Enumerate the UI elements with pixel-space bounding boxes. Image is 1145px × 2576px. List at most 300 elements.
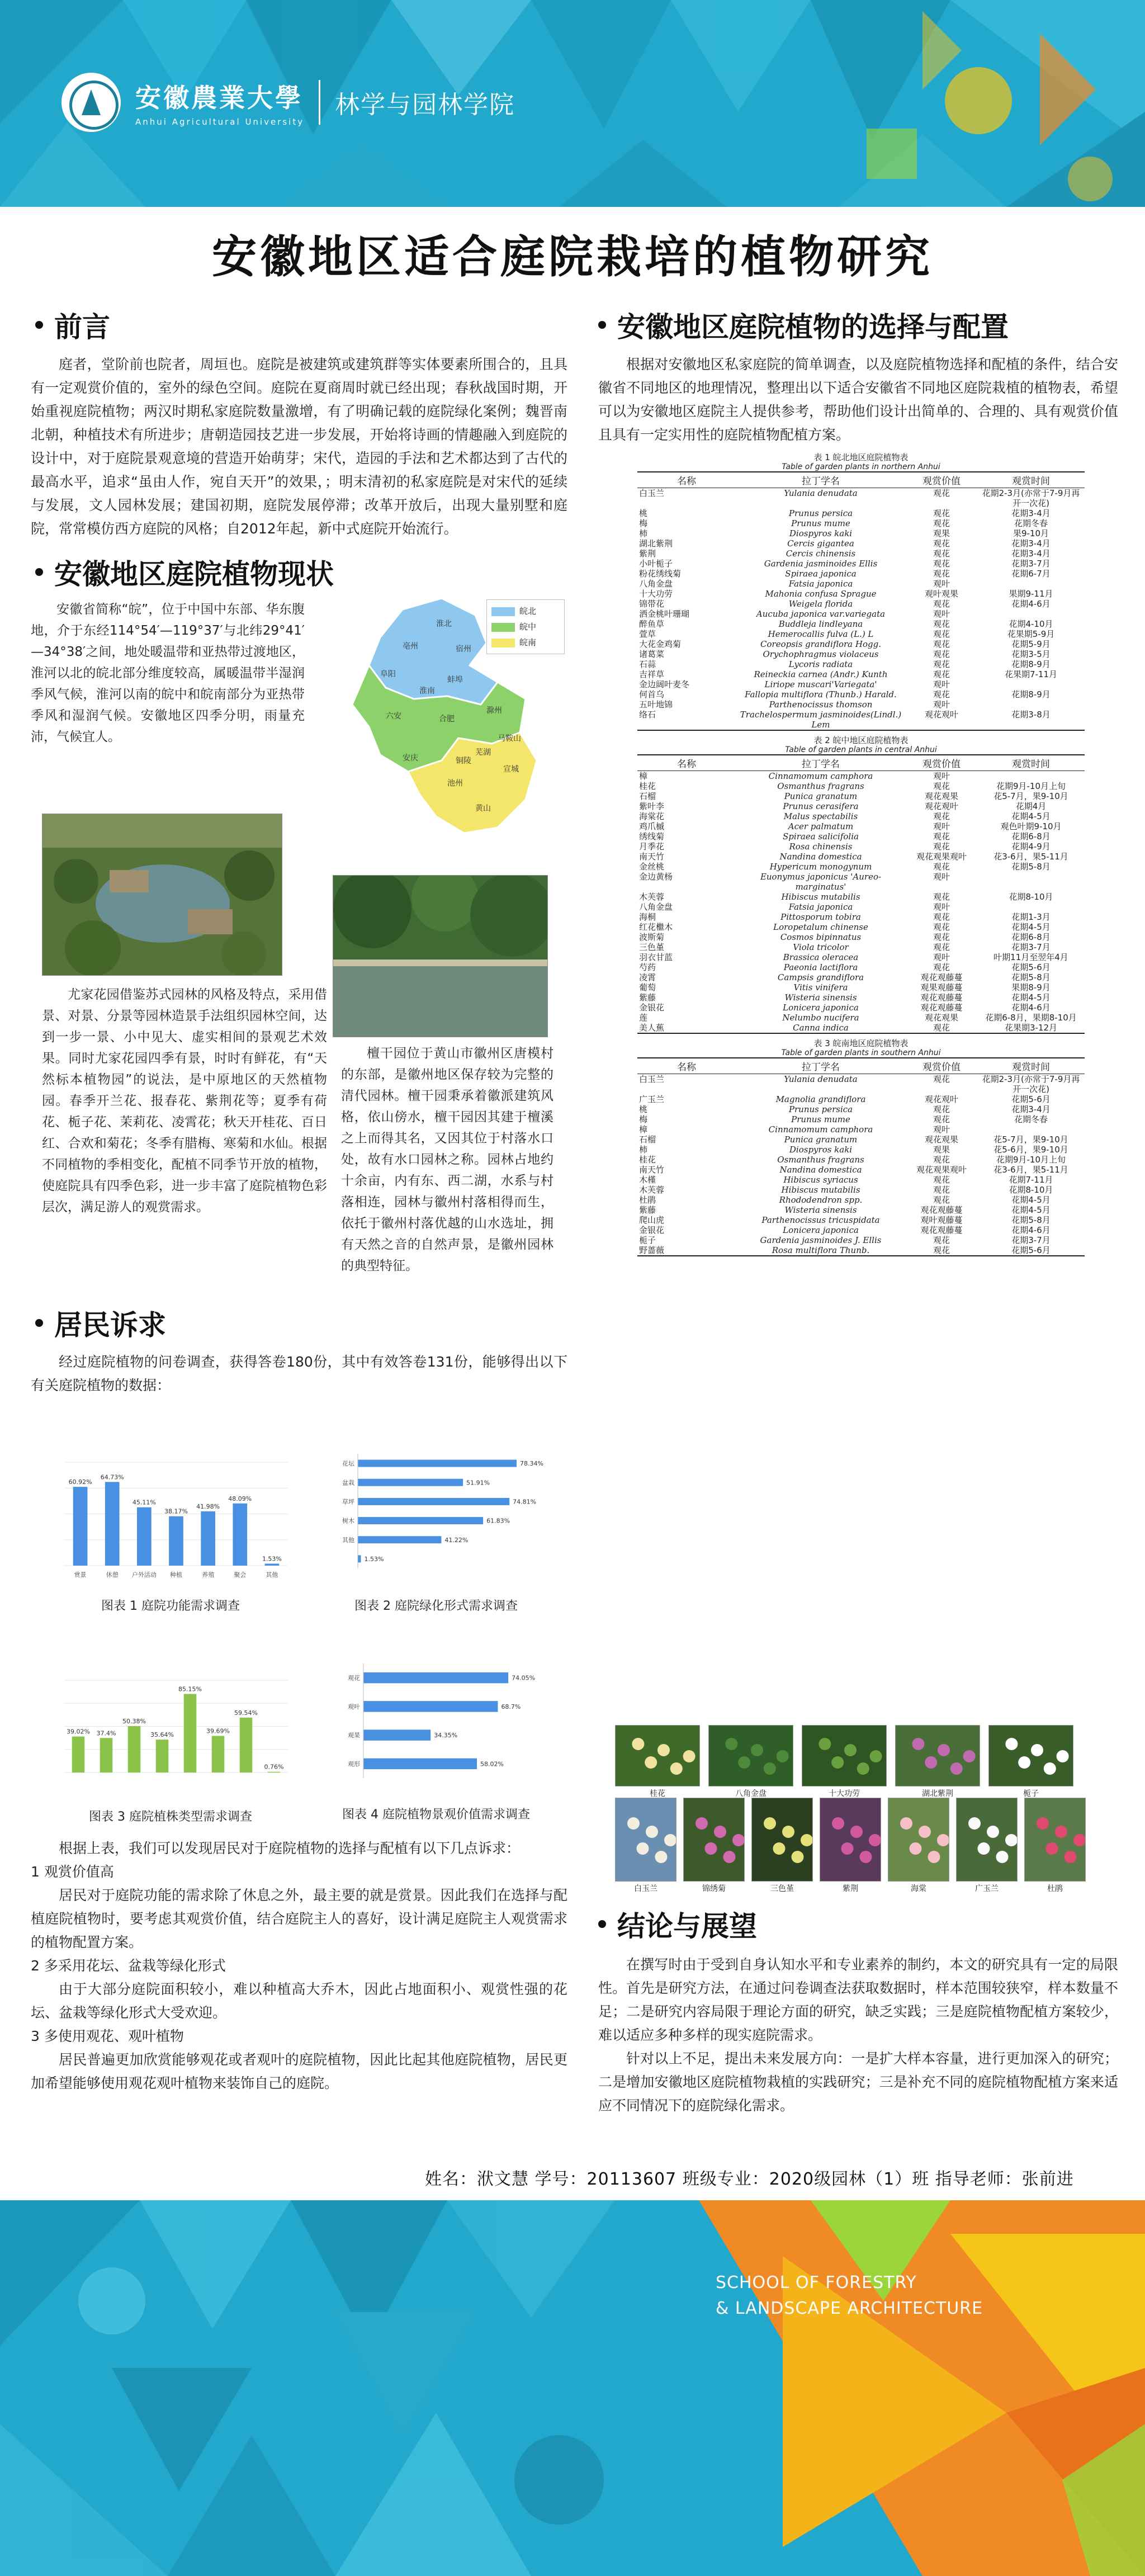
table-cell: 观花观叶 (924, 1094, 958, 1104)
chart-plant-type (48, 1666, 294, 1784)
table-row (637, 1003, 1085, 1013)
plant-photo-caption: 海棠 (911, 1884, 926, 1893)
point1-text: 居民对于庭院功能的需求除了休息之外，最主要的就是赏景。因此我们在选择与配植庭院植物时，要考虑其观赏价值，结合庭院主人的喜好，设计满足庭院主人观赏需求的植物配置方案。 (31, 1887, 567, 1950)
chart1-caption: 图表 1 庭院功能需求调查 (101, 1599, 240, 1613)
table-cell: 花5-6月，果9-10月 (993, 1145, 1068, 1155)
table-row (637, 942, 1085, 952)
table-cell: Hibiscus syriacus (783, 1175, 858, 1185)
map-label-chizhou: 池州 (447, 779, 463, 788)
table-cell: 叶期11月至翌年4月 (993, 952, 1068, 962)
table-cell: Orychophragmus violaceus (763, 649, 879, 659)
table-cell: Cosmos bipinnatus (780, 932, 862, 942)
table-cell: 花期5-6月 (977, 1245, 1085, 1256)
plant-photo-caption: 三色堇 (770, 1884, 794, 1893)
table-cell: 花期3-5月 (1011, 649, 1051, 659)
map-label-maanshan: 马鞍山 (498, 734, 521, 743)
data-label: 1.53% (364, 1555, 384, 1563)
plant-photo (615, 1798, 676, 1894)
header-band (0, 0, 1145, 207)
table-cell: 花5-7月，果9-10月 (993, 1135, 1068, 1145)
table-cell: 凌霄 (639, 972, 656, 982)
tick-label: 种植 (170, 1571, 182, 1578)
status-text: 安徽省简称“皖”，位于中国中东部、华东腹地，介于东经114°54′—119°37′与北纬29°41′—34°38′之间，地处暖温带和亚热带过渡地区，淮河以北的皖北部分维度较高，属暖温带半湿润季风气候，淮河以南的皖中和皖南部分为亚热带季风和湿润气候。安徽地区四季分明，雨量充沛，气候宜人。 (31, 602, 305, 744)
data-label: 59.54% (234, 1709, 258, 1717)
table-cell: 观花观果观叶 (916, 1165, 967, 1175)
table-cell: 五叶地锦 (639, 699, 673, 710)
chart4-svg (324, 1658, 553, 1786)
data-label: 74.05% (512, 1674, 536, 1682)
data-label: 37.4% (96, 1729, 116, 1737)
plant-photo (895, 1725, 980, 1799)
table-cell: 花期4-5月 (1011, 992, 1051, 1003)
table-cell: 三色堇 (639, 942, 665, 952)
table-cell: 洒金桃叶珊瑚 (639, 609, 690, 619)
table-cell: Rosa chinensis (789, 842, 853, 852)
survey-conclusions (31, 1837, 567, 2095)
table-cell: 金丝桃 (639, 862, 665, 872)
table-cell: 大花金鸡菊 (639, 639, 682, 649)
table-row (637, 1235, 1085, 1245)
table-cell: 观花观果观叶 (916, 852, 967, 862)
table-cell: 紫藤 (639, 992, 656, 1003)
table-cell: 花3-6月，果5-11月 (993, 852, 1068, 862)
table-cell: Viola tricolor (793, 942, 849, 952)
garden1-text: 尤家花园借鉴苏式园林的风格及特点，采用借景、对景、分景等园林造景手法组织园林空间，达到一步一景、小中见大、虚实相间的景观艺术效果。同时尤家花园四季有景，时时有鲜花，有“天然标本植物园”的说法，是中原地区的天然植物园。春季开兰花、报春花、紫荆花等；夏季有荷花、栀子花、茉莉花、凌霄花；秋天开桂花、百日红、合欢和菊花；冬季有腊梅、寒菊和水仙。根据不同植物的季相变化，配植不同季节开放的植物，使庭院具有四季色彩，进一步丰富了庭院植物色彩层次，满足游人的观赏需求。 (42, 987, 327, 1214)
table-cell: 观花 (933, 1114, 950, 1124)
table-cell: 花期9月-10月上旬 (996, 781, 1066, 791)
table-cell: 花期3-4月 (1011, 508, 1051, 518)
table-cell: 观花观藤蔓 (920, 1003, 963, 1013)
plant-photo-image (820, 1798, 881, 1882)
poster-title: 安徽地区适合庭院栽培的植物研究 (212, 231, 933, 283)
data-label: 35.64% (150, 1731, 174, 1739)
table-cell: 花5-7月，果9-10月 (993, 791, 1068, 801)
table-cell: 观花 (933, 599, 950, 609)
table-row (637, 1155, 1085, 1165)
table-row (637, 852, 1085, 862)
table-cell: 观花 (933, 932, 950, 942)
table-row (637, 1225, 1085, 1235)
school-name-en-line2: & LANDSCAPE ARCHITECTURE (716, 2299, 983, 2318)
data-label: 51.91% (466, 1479, 490, 1487)
table-cell: 观花观叶 (924, 801, 958, 811)
table-south-title-en: Table of garden plants in southern Anhui (781, 1048, 941, 1057)
table-row (637, 992, 1085, 1003)
table-cell: 石蒜 (639, 659, 656, 669)
plant-photo-caption: 湖北紫荆 (922, 1789, 953, 1798)
table-cell: 观花 (906, 1245, 977, 1256)
table-cell: Prunus mume (791, 518, 850, 528)
chart-bar (358, 1498, 509, 1505)
table-cell: 粉花绣线菊 (639, 569, 682, 579)
table-cell: 观花 (933, 842, 950, 852)
data-label: 48.09% (228, 1495, 252, 1502)
selection-heading: 安徽地区庭院植物的选择与配置 (598, 305, 1118, 345)
table-cell: 观花 (933, 518, 950, 528)
table-cell: 花期8-10月 (1009, 1185, 1053, 1195)
table-cell: 观花观果 (924, 1013, 958, 1023)
table-cell: 花期3-8月 (977, 710, 1085, 730)
table-cell: 观叶 (933, 699, 950, 710)
table-row (637, 649, 1085, 659)
table-cell: Aucuba japonica var.variegata (756, 609, 886, 619)
table-cell: Punica granatum (784, 1135, 858, 1145)
table-cell: 观叶 (933, 579, 950, 589)
table-row (637, 679, 1085, 689)
table-cell: 观花 (933, 922, 950, 932)
data-label: 68.7% (501, 1703, 521, 1710)
table-cell: Rosa multiflora Thunb. (736, 1245, 906, 1256)
table-cell: 花期3-7月 (1011, 559, 1051, 569)
point3-title: 3 多使用观花、观叶植物 (31, 2028, 184, 2044)
table-row (637, 801, 1085, 811)
table-cell: 花期4-6月 (1011, 599, 1051, 609)
table-cell: 花期3-4月 (1011, 1104, 1051, 1114)
right-column (598, 305, 1118, 1256)
table-central-grid (637, 754, 1085, 1034)
preface-text: 庭者，堂阶前也院者，周垣也。庭院是被建筑或建筑群等实体要素所围合的，且具有一定观赏价值的，室外的绿色空间。庭院在夏商周时就已经出现；春秋战国时期，开始重视庭院植物；两汉时期私家庭院数量激增，有了明确记载的庭院绿化案例；魏晋南北朝，种植技术有所进步；唐朝造园技艺进一步发展，开始将诗画的情趣融入到庭院的设计中，对于庭院景观意境的营造开始萌芽；宋代，造园的手法和艺术都达到了古代的最高水平，追求“虽由人作，宛自天开”的效果，；明末清初的私家庭院是对宋代的延续与发展，文人园林发展；建国初期，庭院发展停滞；改革开放后，出现大量别墅和庭院，常常模仿西方庭院的风格；自2012年起，新中式庭院开始流行。 (31, 356, 567, 537)
table-cell (977, 579, 1085, 589)
table-row (637, 1205, 1085, 1215)
garden2-text: 檀干园位于黄山市徽州区唐模村的东部，是徽州地区保存较为完整的清代园林。檀干园秉承着徽派建筑风格，依山傍水，檀干园因其建于檀溪之上而得其名，又因其位于村落水口处，故有水口园林之称。园林占地约十余亩，内有东、西二湖，水系与村落相连，园林与徽州村落相得而生，依托于徽州村落优越的山水选址，拥有天然之音的自然声景，是徽州园林的典型特征。 (341, 1046, 553, 1273)
table-cell: 诸葛菜 (639, 649, 665, 659)
data-label: 39.69% (206, 1727, 230, 1735)
table-row (637, 811, 1085, 821)
table-row (637, 1124, 1085, 1135)
table-cell: 十大功劳 (639, 589, 673, 599)
table-cell: 观叶观藤蔓 (920, 1215, 963, 1225)
table-cell: Weigela florida (788, 599, 853, 609)
table-cell: Brassica oleracea (783, 952, 859, 962)
table-cell: 桃 (639, 1104, 648, 1114)
table-row (637, 518, 1085, 528)
table-header-cell: 观赏时间 (977, 472, 1085, 488)
table-header-cell: 名称 (637, 1058, 736, 1074)
table-row (637, 599, 1085, 609)
plant-photo-image (896, 1726, 980, 1786)
table-cell: 小叶栀子 (639, 559, 673, 569)
table-cell: 花期4-5月 (1011, 922, 1051, 932)
chart3-caption: 图表 3 庭院植株类型需求调查 (89, 1810, 252, 1824)
table-header-cell: 观赏价值 (906, 472, 977, 488)
plant-gallery (615, 1725, 1096, 1909)
table-cell: 广玉兰 (639, 1094, 665, 1104)
table-cell: 爬山虎 (639, 1215, 665, 1225)
table-cell: Paeonia lactiflora (783, 962, 858, 972)
table-cell: 观叶观果 (924, 589, 958, 599)
table-cell: 观叶 (933, 1124, 950, 1135)
tick-label: 观叶 (348, 1703, 360, 1710)
table-cell: Pittosporum tobira (780, 912, 861, 922)
table-row (637, 902, 1085, 912)
table-row (637, 659, 1085, 669)
table-cell: 观花 (933, 1185, 950, 1195)
table-cell: Diospyros kaki (789, 528, 853, 538)
table-row (637, 912, 1085, 922)
table-cell: 观花观藤蔓 (920, 992, 963, 1003)
university-name-cn: 安徽農業大學 (135, 83, 303, 113)
table-cell: 醉鱼草 (639, 619, 665, 629)
map-label-huaibei: 淮北 (436, 620, 452, 628)
table-cell: 梅 (639, 518, 648, 528)
chart-bar (73, 1487, 88, 1566)
table-cell: 花期5-9月 (1011, 639, 1051, 649)
map-label-chuzhou: 滁州 (486, 706, 502, 715)
table-south (637, 1038, 1085, 1256)
plant-photo-caption: 广玉兰 (975, 1884, 999, 1893)
table-cell: 果9-10月 (1012, 528, 1049, 538)
tick-label: 户外活动 (131, 1571, 157, 1578)
table-cell: Cercis chinensis (786, 549, 856, 559)
table-cell: 观花观叶 (906, 710, 977, 730)
tick-label: 赏景 (74, 1571, 87, 1578)
table-cell: 萱草 (639, 629, 656, 639)
point2-text: 由于大部分庭院面积较小，难以种植高大乔木，因此占地面积小、观赏性强的花坛、盆栽等绿化形式大受欢迎。 (31, 1981, 567, 2021)
table-row (637, 579, 1085, 589)
table-cell: Prunus mume (791, 1114, 850, 1124)
table-cell: 紫藤 (639, 1205, 656, 1215)
school-name-en (716, 2270, 983, 2322)
chart-bar (358, 1555, 361, 1562)
legend-south: 皖南 (491, 635, 560, 650)
table-cell: Spiraea salicifolia (783, 831, 859, 842)
table-cell: 花期4-5月 (1011, 1195, 1051, 1205)
chart-bar (363, 1729, 430, 1740)
tick-label: 观形 (348, 1760, 360, 1768)
table-cell: Wisteria sinensis (784, 992, 857, 1003)
plant-photo (615, 1725, 700, 1799)
tick-label: 花坛 (342, 1460, 354, 1468)
table-cell: 杜鹃 (639, 1195, 656, 1205)
table-cell: 观叶 (933, 609, 950, 619)
conclusion-heading: 结论与展望 (598, 1904, 1118, 1944)
table-cell: 花期4-5月 (1011, 811, 1051, 821)
tick-label: 树木 (342, 1517, 354, 1525)
table-cell: Yulania denudata (784, 488, 858, 498)
table-cell: 何首乌 (639, 689, 665, 699)
chart-bar (363, 1759, 477, 1769)
table-row (637, 528, 1085, 538)
table-cell: 吉祥草 (639, 669, 665, 679)
plant-photo-image (1025, 1798, 1086, 1882)
table-cell: Cercis gigantea (787, 538, 854, 549)
data-label: 41.98% (196, 1502, 220, 1510)
data-label: 34.35% (434, 1732, 458, 1740)
table-header-cell: 名称 (637, 472, 736, 488)
map-label-huangshan: 黄山 (475, 804, 491, 813)
point1-title: 1 观赏价值高 (31, 1864, 114, 1880)
table-row (637, 639, 1085, 649)
table-cell: 观色叶期9-10月 (1000, 821, 1062, 831)
table-cell: Acer palmatum (788, 821, 854, 831)
table-cell: Rhododendron spp. (779, 1195, 863, 1205)
table-cell: 花期4-6月 (1011, 1003, 1051, 1013)
plant-photo-image (616, 1726, 700, 1786)
tick-label: 其他 (342, 1536, 354, 1544)
map-label-huainan: 淮南 (419, 687, 435, 696)
table-cell: 花3-6月，果5-11月 (993, 1165, 1068, 1175)
map-label-luan: 六安 (386, 712, 401, 721)
chart-bar (358, 1479, 463, 1486)
table-cell: Canna indica (736, 1023, 906, 1033)
plant-photo (1024, 1798, 1086, 1894)
table-cell: 石榴 (639, 791, 656, 801)
chart-bar (184, 1694, 197, 1773)
table-header-cell: 观赏价值 (906, 755, 977, 771)
chart-bar (265, 1563, 280, 1566)
data-label: 0.76% (264, 1763, 284, 1771)
chart2-svg (319, 1448, 553, 1577)
table-cell: 观花 (933, 831, 950, 842)
table-cell: 观花 (933, 912, 950, 922)
table-cell: 花期5-8月 (1011, 1215, 1051, 1225)
table-cell: 鸡爪槭 (639, 821, 665, 831)
conclusion-section (598, 1904, 1118, 2117)
table-row (637, 538, 1085, 549)
table-cell: 金银花 (639, 1003, 665, 1013)
plant-photo-caption: 八角金盘 (735, 1789, 767, 1798)
table-row (637, 862, 1085, 872)
table-cell: 花期8-9月 (1011, 689, 1051, 699)
table-cell: 樟 (639, 771, 648, 781)
university-emblem-icon (61, 73, 121, 132)
university-name (135, 78, 304, 127)
data-label: 50.38% (122, 1717, 146, 1725)
table-row (637, 1114, 1085, 1124)
tick-label: 聚会 (234, 1571, 247, 1578)
table-cell: 海桐 (639, 912, 656, 922)
data-label: 1.53% (262, 1555, 282, 1563)
table-cell: 花期6-8月，果期8-10月 (985, 1013, 1077, 1023)
table-row (637, 710, 1085, 730)
school-name-en-line1: SCHOOL OF FORESTRY (716, 2273, 917, 2293)
chart-bar (156, 1740, 169, 1773)
table-cell: 观果观藤蔓 (920, 982, 963, 992)
table-cell: 桃 (639, 508, 648, 518)
table-cell: 观叶 (933, 902, 950, 912)
table-row (637, 1185, 1085, 1195)
table-cell: 锦带花 (639, 599, 665, 609)
table-cell: 络石 (637, 710, 736, 730)
plant-photo-caption: 桂花 (650, 1789, 665, 1798)
table-row (637, 771, 1085, 782)
table-cell: Gardenia jasminoides Ellis (764, 559, 878, 569)
table-cell: Magnolia grandiflora (775, 1094, 866, 1104)
plant-photo-image (709, 1726, 793, 1786)
table-row (637, 922, 1085, 932)
table-cell: 花期6-8月 (1011, 831, 1051, 842)
plant-photo (956, 1798, 1018, 1894)
table-cell: 芍药 (639, 962, 656, 972)
tick-label: 其他 (266, 1571, 278, 1578)
data-label: 45.11% (132, 1499, 156, 1506)
table-cell: 花期6-8月 (1011, 932, 1051, 942)
table-cell: Gardenia jasminoides J. Ellis (760, 1235, 882, 1245)
chart3-svg (48, 1666, 294, 1784)
table-cell: 葡萄 (639, 982, 656, 992)
table-cell: 观花 (933, 1155, 950, 1165)
table-row (637, 892, 1085, 902)
table-cell: 花期5-8月 (1011, 972, 1051, 982)
table-cell: 观花 (933, 549, 950, 559)
table-cell: 海棠花 (639, 811, 665, 821)
conclusion-text-2: 针对以上不足，提出未来发展方向：一是扩大样本容量，进行更加深入的研究；二是增加安徽地区庭院植物栽植的实践研究；三是补充不同的庭院植物配植方案来适应不同情况下的庭院绿化需求。 (598, 2050, 1118, 2114)
table-cell: 花期2-3月(亦常于7-9月再开一次花) (982, 488, 1080, 508)
table-row (637, 1094, 1085, 1104)
table-cell: Nelumbo nucifera (782, 1013, 859, 1023)
university-logo-group (61, 73, 515, 132)
table-cell: 花期3-7月 (1011, 942, 1051, 952)
map-label-wuhu: 芜湖 (475, 748, 491, 757)
table-cell (977, 771, 1085, 782)
plant-photo-image (616, 1798, 676, 1882)
table-cell: Hibiscus mutabilis (781, 1185, 860, 1195)
table-cell: 花期9月-10月上旬 (996, 1155, 1066, 1165)
table-cell: 八角金盘 (639, 579, 673, 589)
table-cell: 观花 (933, 659, 950, 669)
table-cell: 月季花 (639, 842, 665, 852)
table-row (637, 569, 1085, 579)
table-cell: 观叶 (933, 952, 950, 962)
map-label-bozhou: 亳州 (403, 642, 418, 651)
table-row (637, 1245, 1085, 1256)
plant-photo-image (684, 1798, 745, 1882)
table-cell: 观花 (933, 689, 950, 699)
table-cell (977, 872, 1085, 892)
table-row (637, 619, 1085, 629)
table-cell: Reineckia carnea (Andr.) Kunth (754, 669, 888, 679)
table-cell: 花期5-8月 (1011, 862, 1051, 872)
tick-label: 养殖 (202, 1571, 215, 1578)
table-cell: Mahonia confusa Sprague (765, 589, 877, 599)
table-row (637, 1145, 1085, 1155)
selection-text: 根据对安徽地区私家庭院的简单调查，以及庭院植物选择和配植的条件，结合安徽省不同地区的地理情况，整理出以下适合安徽省不同地区庭院栽植的植物表，希望可以为安徽地区庭院主人提供参考，帮助他们设计出简单的、合理的、具有观赏价值且具有一定实用性的庭院植物配植方案。 (598, 356, 1118, 443)
table-cell: 金边黄杨 (639, 872, 673, 882)
table-cell (977, 609, 1085, 619)
point2-title: 2 多采用花坛、盆栽等绿化形式 (31, 1958, 226, 1974)
table-cell: 观花 (933, 629, 950, 639)
table-cell: 花期1-3月 (1011, 912, 1051, 922)
table-cell: 柿 (639, 1145, 648, 1155)
table-cell: Wisteria sinensis (784, 1205, 857, 1215)
table-central-title-en: Table of garden plants in central Anhui (785, 745, 937, 754)
table-cell: Nandina domestica (779, 1165, 862, 1175)
plant-photo-caption: 杜鹃 (1047, 1884, 1063, 1893)
chart4-caption: 图表 4 庭院植物景观价值需求调查 (342, 1808, 530, 1822)
garden-photo-pond (333, 875, 548, 1037)
plant-photo-image (957, 1798, 1018, 1882)
plant-photo (708, 1725, 793, 1799)
table-cell: 桂花 (639, 781, 656, 791)
table-cell: Campsis grandiflora (777, 972, 864, 982)
table-cell: Parthenocissus thomson (769, 699, 873, 710)
table-cell: 栀子 (639, 1235, 656, 1245)
table-cell: 观花 (933, 811, 950, 821)
plant-photo-image (888, 1798, 949, 1882)
chart-bar (201, 1511, 215, 1566)
table-cell: Hemerocallis fulva (L.) L (768, 629, 874, 639)
table-cell: 花期2-3月(亦常于7-9月再开一次花) (982, 1074, 1080, 1094)
table-cell: 木芙蓉 (639, 892, 665, 902)
table-cell: 观花 (933, 1074, 950, 1084)
table-cell: 观花观藤蔓 (920, 1225, 963, 1235)
table-cell: Fatsia japonica (788, 579, 853, 589)
table-cell: 南天竹 (639, 852, 665, 862)
map-label-hefei: 合肥 (439, 715, 455, 724)
table-cell: Cinnamomum camphora (768, 771, 873, 781)
chart-landscape-value (324, 1658, 553, 1786)
plant-photo-caption: 锦绣菊 (702, 1884, 726, 1893)
